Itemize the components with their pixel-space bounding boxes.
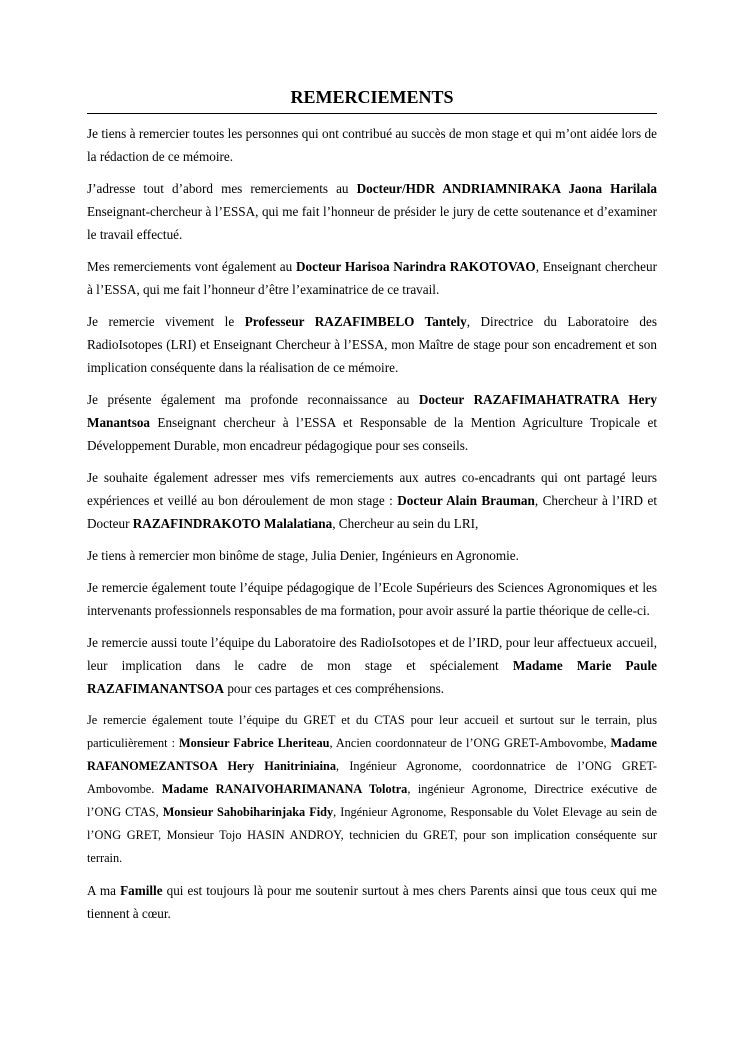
paragraph-text: Enseignant-chercheur à l’ESSA, qui me fait l’honneur de présider le jury de cette soutenance et d’examiner le travail effectué. <box>87 204 657 242</box>
paragraph <box>87 122 657 168</box>
paragraph-text: Je remercie également toute l’équipe pédagogique de l’Ecole Supérieurs des Sciences Agronomiques et les intervenants professionnels responsables de ma formation, pour avoir assuré la partie théorique de celle-ci. <box>87 580 657 618</box>
paragraph-text: A ma <box>87 883 121 898</box>
paragraph <box>87 388 657 457</box>
bold-name-text: Docteur Alain Brauman <box>397 493 535 508</box>
paragraph <box>87 709 657 870</box>
paragraph <box>87 177 657 246</box>
bold-name-text: Madame RAFANOMEZANTSOA Hery Hanitriniaina <box>87 736 657 773</box>
paragraph-text: , Chercheur à l’IRD et Docteur <box>87 493 657 531</box>
bold-name-text: Monsieur Sahobiharinjaka Fidy <box>162 805 334 819</box>
bold-name-text: RAZAFINDRAKOTO Malalatiana <box>132 516 333 531</box>
bold-name-text: Docteur RAZAFIMAHATRATRA Hery Manantsoa <box>87 392 657 430</box>
paragraph-text: , Directrice du Laboratoire des RadioIsotopes (LRI) et Enseignant Chercheur à l’ESSA, mon Maître de stage pour son encadrement et son implication conséquente dans la réalisation de ce mémoire. <box>87 314 657 375</box>
paragraph-text: Je tiens à remercier toutes les personnes qui ont contribué au succès de mon stage et qui m’ont aidée lors de la rédaction de ce mémoire. <box>87 126 657 164</box>
bold-name-text: Famille <box>120 883 163 898</box>
paragraph-text: Je souhaite également adresser mes vifs remerciements aux autres co-encadrants qui ont partagé leurs expériences et veillé au bon déroulement de mon stage : <box>87 470 657 508</box>
bold-name-text: Docteur/HDR ANDRIAMNIRAKA Jaona Harilala <box>356 181 657 196</box>
paragraph-text: Mes remerciements vont également au <box>87 259 296 274</box>
paragraph-text: , Ingénieur Agronome, Responsable du Volet Elevage au sein de l’ONG GRET, Monsieur Tojo HASIN ANDROY, technicien du GRET, pour son implication conséquente sur terrain. <box>87 805 657 865</box>
paragraph-text: , Ingénieur Agronome, coordonnatrice de l’ONG GRET-Ambovombe. <box>87 759 657 796</box>
paragraph <box>87 544 657 567</box>
paragraph-text: Je remercie aussi toute l’équipe du Laboratoire des RadioIsotopes et de l’IRD, pour leur affectueux accueil, leur implication dans le cadre de mon stage et spécialement <box>87 635 657 673</box>
paragraph <box>87 879 657 925</box>
paragraph-text: , Chercheur au sein du LRI, <box>332 516 479 531</box>
bold-name-text: Madame RANAIVOHARIMANANA Tolotra <box>161 782 408 796</box>
paragraph <box>87 255 657 301</box>
paragraph-text: J’adresse tout d’abord mes remerciements au <box>87 181 357 196</box>
paragraph <box>87 631 657 700</box>
paragraph-text: , Enseignant chercheur à l’ESSA, qui me fait l’honneur d’être l’examinatrice de ce travail. <box>87 259 657 297</box>
document-page <box>87 84 657 934</box>
paragraph-text: qui est toujours là pour me soutenir surtout à mes chers Parents ainsi que tous ceux qui me tiennent à cœur. <box>87 883 658 921</box>
document-body <box>87 122 657 925</box>
paragraph-text: Je remercie également toute l’équipe du GRET et du CTAS pour leur accueil et surtout sur le terrain, plus particulièrement : <box>87 713 657 750</box>
paragraph-text: Je remercie vivement le <box>87 314 245 329</box>
paragraph-text: , Ancien coordonnateur de l’ONG GRET-Ambovombe, <box>329 736 611 750</box>
paragraph <box>87 466 657 535</box>
paragraph-text: Enseignant chercheur à l’ESSA et Responsable de la Mention Agriculture Tropicale et Développement Durable, mon encadreur pédagogique pour ses conseils. <box>87 415 657 453</box>
bold-name-text: Professeur RAZAFIMBELO Tantely <box>244 314 467 329</box>
bold-name-text: Docteur Harisoa Narindra RAKOTOVAO <box>295 259 536 274</box>
paragraph <box>87 310 657 379</box>
bold-name-text: Monsieur Fabrice Lheriteau <box>178 736 330 750</box>
paragraph-text: Je tiens à remercier mon binôme de stage, Julia Denier, Ingénieurs en Agronomie. <box>87 548 519 563</box>
paragraph-text: Je présente également ma profonde reconnaissance au <box>87 392 419 407</box>
paragraph-text: pour ces partages et ces compréhensions. <box>224 681 445 696</box>
page-title: REMERCIEMENTS <box>87 84 657 114</box>
bold-name-text: Madame Marie Paule RAZAFIMANANTSOA <box>87 658 657 696</box>
paragraph <box>87 576 657 622</box>
paragraph-text: , ingénieur Agronome, Directrice exécutive de l’ONG CTAS, <box>87 782 657 819</box>
